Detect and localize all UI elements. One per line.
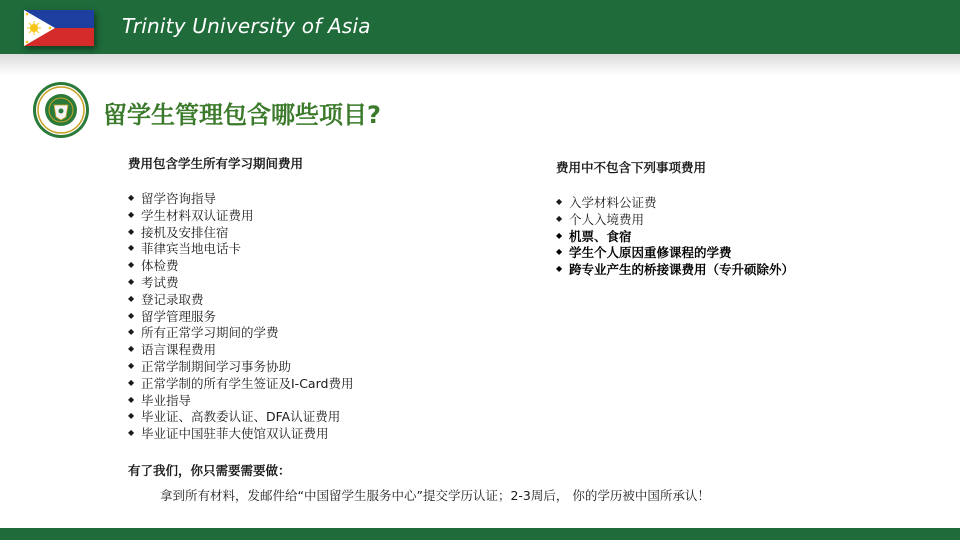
bullet-diamond-icon: ◆ (128, 411, 135, 421)
list-item: ◆ 体检费 (128, 258, 179, 274)
bullet-diamond-icon: ◆ (128, 193, 135, 203)
bullet-diamond-icon: ◆ (556, 264, 563, 274)
philippine-flag-icon (24, 10, 94, 46)
note-heading: 有了我们，你只需要需要做： (128, 463, 291, 478)
list-item: ◆ 毕业指导 (128, 392, 192, 408)
bullet-diamond-icon: ◆ (128, 394, 135, 404)
list-item: ◆ 正常学制期间学习事务协助 (128, 358, 292, 374)
excluded-fees-heading: 费用中不包含下列事项费用 (556, 160, 707, 175)
bullet-diamond-icon: ◆ (128, 377, 135, 387)
bullet-diamond-icon: ◆ (128, 361, 135, 371)
list-item: ◆ 所有正常学习期间的学费 (128, 325, 279, 341)
bullet-diamond-icon: ◆ (128, 344, 135, 354)
bullet-diamond-icon: ◆ (128, 310, 135, 320)
list-item: ◆ 学生个人原因重修课程的学费 (556, 245, 732, 261)
list-item: ◆ 登记录取费 (128, 291, 204, 307)
header-shadow (0, 54, 960, 76)
bullet-diamond-icon: ◆ (556, 230, 563, 240)
excluded-fees-section (556, 158, 876, 279)
bullet-diamond-icon: ◆ (556, 213, 563, 223)
bullet-diamond-icon: ◆ (128, 260, 135, 270)
bullet-diamond-icon: ◆ (128, 293, 135, 303)
list-item: ◆ 留学管理服务 (128, 308, 217, 324)
university-name: Trinity University of Asia (122, 14, 371, 38)
bullet-diamond-icon: ◆ (128, 226, 135, 236)
list-item: ◆ 正常学制的所有学生签证及I-Card费用 (128, 375, 354, 391)
list-item: ◆ 学生材料双认证费用 (128, 207, 254, 223)
list-item: ◆ 入学材料公证费 (556, 195, 657, 210)
list-item: ◆ 毕业证、高教委认证、DFA认证费用 (128, 409, 341, 425)
list-item: ◆ 留学咨询指导 (128, 191, 217, 206)
list-item: ◆ 考试费 (128, 274, 179, 290)
bullet-diamond-icon: ◆ (556, 197, 563, 207)
bullet-diamond-icon: ◆ (128, 243, 135, 253)
bullet-diamond-icon: ◆ (128, 209, 135, 219)
included-fees-heading: 费用包含学生所有学习期间费用 (128, 156, 304, 171)
page-title: 留学生管理包含哪些项目? (103, 101, 381, 129)
excluded-fees-list (556, 195, 876, 279)
bullet-diamond-icon: ◆ (556, 247, 563, 257)
list-item: ◆ 菲律宾当地电话卡 (128, 241, 242, 257)
list-item: ◆ 跨专业产生的桥接课费用（专升硕除外） (556, 262, 795, 278)
list-item: ◆ 语言课程费用 (128, 342, 217, 358)
university-seal-icon (32, 81, 90, 139)
included-fees-section (128, 154, 528, 443)
included-fees-list (128, 191, 528, 443)
bullet-diamond-icon: ◆ (128, 327, 135, 337)
list-item: ◆ 机票、食宿 (556, 228, 632, 244)
list-item: ◆ 毕业证中国驻菲大使馆双认证费用 (128, 426, 329, 442)
footer-bar (0, 528, 960, 540)
note-body: 拿到所有材料，发邮件给“中国留学生服务中心”提交学历认证；2-3周后， 你的学历被中国所承认！ (160, 488, 710, 503)
bullet-diamond-icon: ◆ (128, 428, 135, 438)
list-item: ◆ 接机及安排住宿 (128, 224, 229, 240)
bullet-diamond-icon: ◆ (128, 277, 135, 287)
list-item: ◆ 个人入境费用 (556, 211, 645, 227)
